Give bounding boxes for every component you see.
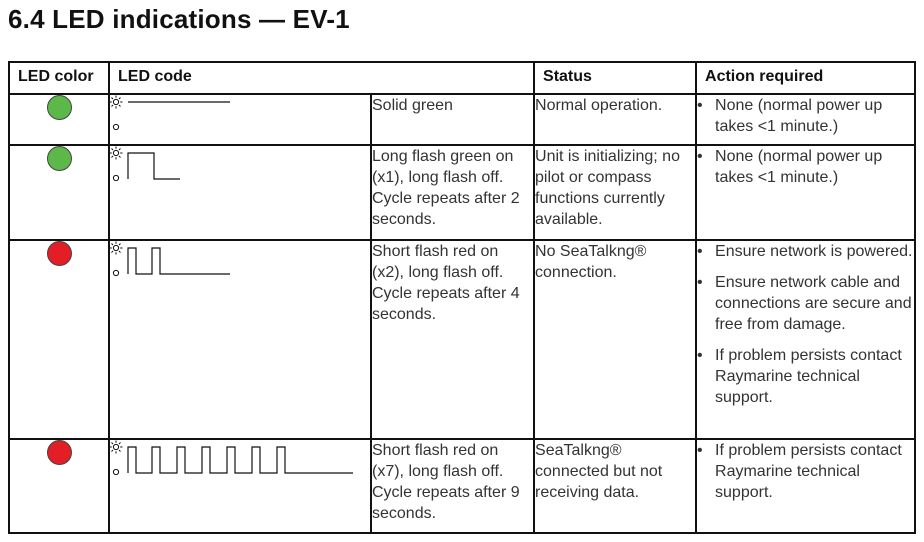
led-color-cell <box>9 439 109 533</box>
led-color-cell <box>9 240 109 439</box>
led-description: Short flash red on (x7), long flash off. Cycle repeats after 9 seconds. <box>371 439 534 533</box>
led-code-cell <box>109 94 371 145</box>
action-cell <box>696 145 915 240</box>
bullet-icon: • <box>697 97 703 114</box>
table-row <box>9 240 915 439</box>
action-item: • None (normal power up takes <1 minute.) <box>697 148 883 186</box>
table-row <box>9 94 915 145</box>
green-led-icon <box>47 95 72 120</box>
table-row <box>9 439 915 533</box>
page-title: 6.4 LED indications — EV-1 <box>8 4 350 34</box>
led-code-cell <box>109 439 371 533</box>
circle-icon <box>113 124 118 129</box>
led-color-cell <box>9 94 109 145</box>
status-text: Normal operation. <box>534 94 696 145</box>
led-color-cell <box>9 145 109 240</box>
green-led-icon <box>47 146 72 171</box>
short-flash-x7-waveform-icon <box>110 440 360 480</box>
red-led-icon <box>47 241 72 266</box>
sun-icon <box>110 242 123 255</box>
sun-icon <box>110 147 123 160</box>
short-flash-x2-waveform-icon <box>110 241 250 281</box>
bullet-icon: • <box>697 442 703 459</box>
action-item: • None (normal power up takes <1 minute.) <box>697 97 883 135</box>
header-status: Status <box>534 62 696 94</box>
led-indications-table <box>8 61 916 534</box>
header-led-color: LED color <box>9 62 109 94</box>
led-description: Solid green <box>371 94 534 145</box>
table-row <box>9 145 915 240</box>
action-item: • If problem persists contact Raymarine technical support. <box>697 442 902 501</box>
circle-icon <box>113 175 118 180</box>
status-text: No SeaTalkng® connection. <box>534 240 696 439</box>
led-description: Long flash green on (x1), long flash off. Cycle repeats after 2 seconds. <box>371 145 534 240</box>
red-led-icon <box>47 440 72 465</box>
sun-icon <box>110 441 123 454</box>
action-item: • Ensure network is powered. <box>697 243 913 260</box>
header-action-required: Action required <box>696 62 915 94</box>
led-code-cell <box>109 145 371 240</box>
header-led-code: LED code <box>109 62 534 94</box>
action-cell <box>696 439 915 533</box>
action-cell <box>696 94 915 145</box>
long-flash-waveform-icon <box>110 146 250 186</box>
action-item: • Ensure network cable and connections are secure and free from damage. <box>697 274 912 333</box>
bullet-icon: • <box>697 347 703 364</box>
action-cell <box>696 240 915 439</box>
bullet-icon: • <box>697 148 703 165</box>
table-header-row <box>9 62 915 94</box>
circle-icon <box>113 469 118 474</box>
led-description: Short flash red on (x2), long flash off. Cycle repeats after 4 seconds. <box>371 240 534 439</box>
solid-waveform-icon <box>110 95 250 135</box>
bullet-icon: • <box>697 274 703 291</box>
sun-icon <box>110 96 123 109</box>
bullet-icon: • <box>697 243 703 260</box>
circle-icon <box>113 270 118 275</box>
action-item: • If problem persists contact Raymarine technical support. <box>697 347 902 406</box>
led-code-cell <box>109 240 371 439</box>
status-text: SeaTalkng® connected but not receiving data. <box>534 439 696 533</box>
status-text: Unit is initializing; no pilot or compass functions currently available. <box>534 145 696 240</box>
